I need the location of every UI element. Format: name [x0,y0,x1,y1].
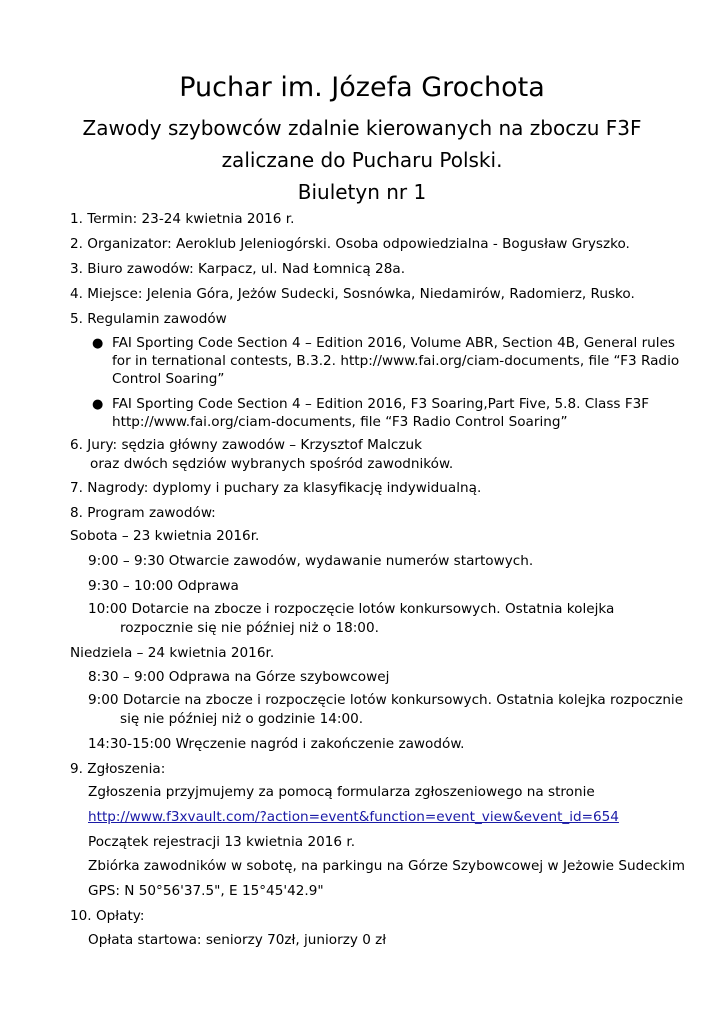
saturday-event-continued: rozpocznie się nie później niż o 18:00. [120,620,379,636]
item-organizator: 2. Organizator: Aeroklub Jeleniogórski. Osoba odpowiedzialna - Bogusław Gryszko. [70,236,630,252]
regulation-bullet-1-line: for in ternational contests, B.3.2. http://www.fai.org/ciam-documents, file “F3 Radio [112,353,680,369]
regulation-bullet-2-line: http://www.fai.org/ciam-documents, file “F3 Radio Control Soaring” [112,414,568,430]
sunday-event: 9:00 Dotarcie na zbocze i rozpoczęcie lotów konkursowych. Ostatnia kolejka rozpocznie [88,692,684,708]
saturday-event: 9:30 – 10:00 Odprawa [88,578,239,594]
item-program: 8. Program zawodów: [70,505,216,521]
sunday-event: 8:30 – 9:00 Odprawa na Górze szybowcowej [88,669,390,685]
regulation-bullet-1-line: Control Soaring” [112,371,225,387]
saturday-heading: Sobota – 23 kwietnia 2016r. [70,528,260,544]
sunday-event-continued: się nie później niż o godzinie 14:00. [120,711,364,727]
document-subtitle-continued: zaliczane do Pucharu Polski. [221,148,503,172]
item-jury-continued: oraz dwóch sędziów wybranych spośród zawodników. [90,456,454,472]
item-termin: 1. Termin: 23-24 kwietnia 2016 r. [70,211,295,227]
regulation-bullet-1-line: FAI Sporting Code Section 4 – Edition 2016, Volume ABR, Section 4B, General rules [112,335,676,351]
registration-heading: 9. Zgłoszenia: [70,761,166,777]
registration-link[interactable]: http://www.f3xvault.com/?action=event&function=event_view&event_id=654 [88,809,619,825]
registration-start: Początek rejestracji 13 kwietnia 2016 r. [88,834,356,850]
sunday-heading: Niedziela – 24 kwietnia 2016r. [70,645,275,661]
item-regulamin: 5. Regulamin zawodów [70,311,227,327]
sunday-event: 14:30-15:00 Wręczenie nagród i zakończenie zawodów. [88,736,465,752]
bulletin-number: Biuletyn nr 1 [297,180,427,204]
item-miejsce: 4. Miejsce: Jelenia Góra, Jeżów Sudecki, Sosnówka, Niedamirów, Radomierz, Rusko. [70,286,635,302]
document-subtitle: Zawody szybowców zdalnie kierowanych na zboczu F3F [82,116,642,140]
fees-text: Opłata startowa: seniorzy 70zł, juniorzy 0 zł [88,932,387,948]
bullet-icon: ● [92,397,104,412]
bullet-icon: ● [92,336,104,351]
saturday-event: 10:00 Dotarcie na zbocze i rozpoczęcie lotów konkursowych. Ostatnia kolejka [88,601,615,617]
registration-text: Zgłoszenia przyjmujemy za pomocą formularza zgłoszeniowego na stronie [88,784,595,800]
meeting-point: Zbiórka zawodników w sobotę, na parkingu na Górze Szybowcowej w Jeżowie Sudeckim [88,858,685,874]
fees-heading: 10. Opłaty: [70,908,145,924]
document-title: Puchar im. Józefa Grochota [179,72,545,103]
item-jury: 6. Jury: sędzia główny zawodów – Krzysztof Malczuk [70,437,422,453]
item-biuro: 3. Biuro zawodów: Karpacz, ul. Nad Łomnicą 28a. [70,261,406,277]
saturday-event: 9:00 – 9:30 Otwarcie zawodów, wydawanie numerów startowych. [88,553,534,569]
item-nagrody: 7. Nagrody: dyplomy i puchary za klasyfikację indywidualną. [70,480,482,496]
regulation-bullet-2-line: FAI Sporting Code Section 4 – Edition 2016, F3 Soaring,Part Five, 5.8. Class F3F [112,396,650,412]
gps-coordinates: GPS: N 50°56'37.5", E 15°45'42.9" [88,883,324,899]
